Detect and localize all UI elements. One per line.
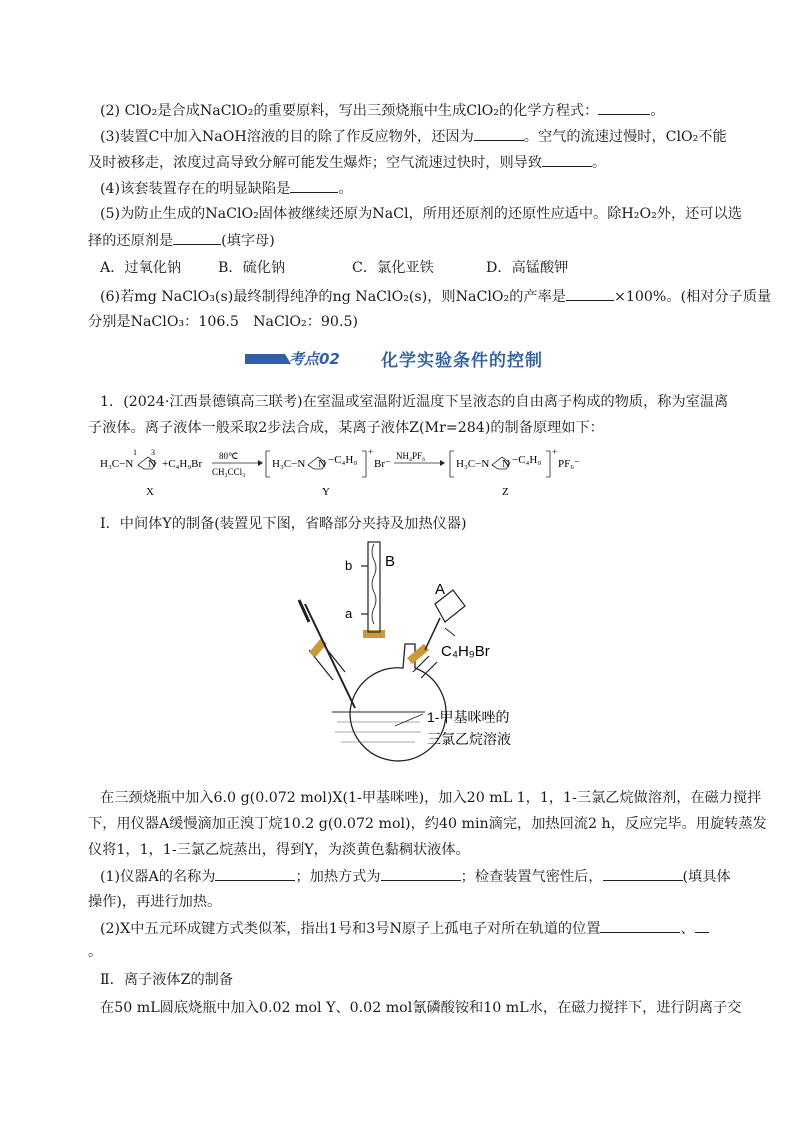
condenser-coil-icon xyxy=(372,544,376,624)
step1-arrowhead-icon xyxy=(258,460,263,466)
label-A: A xyxy=(435,581,446,598)
apparatus-diagram xyxy=(295,532,565,772)
reaction-scheme xyxy=(100,447,700,503)
p2-text-a: 在三颈烧瓶中加入6.0 g(0.072 mol)X(1-甲基咪唑)，加入20 mL 1，1，1-三氯乙烷做溶剂，在磁力搅拌 xyxy=(100,790,762,806)
problem-1-line2 xyxy=(88,418,708,438)
p1-text-a: 1．(2024·江西景德镇高三联考)在室温或室温附近温度下呈液态的自由离子构成的物质，称为室温离 xyxy=(100,394,729,410)
answer-blank[interactable] xyxy=(598,100,650,115)
label-a: a xyxy=(345,606,353,621)
y-chain: −C₄H₉ xyxy=(328,454,358,466)
pointer-line-icon xyxy=(445,628,455,636)
step2-reagent: NH₄PF₆ xyxy=(396,451,426,461)
q4-text: (4)该套装置存在的明显缺陷是 xyxy=(100,181,291,197)
label-B: B xyxy=(385,553,396,570)
option-b[interactable]: B．硫化钠 xyxy=(218,260,286,276)
sub-question-1-line1 xyxy=(100,866,731,887)
procedure-line2 xyxy=(88,814,767,834)
label-y: Y xyxy=(322,486,330,498)
q4-end: 。 xyxy=(338,181,353,197)
answer-blank[interactable] xyxy=(542,152,592,167)
q3-text-d: 。 xyxy=(592,155,607,171)
x-n3: N xyxy=(148,458,156,470)
z-bracket-left-icon xyxy=(450,451,454,477)
apparatus-svg xyxy=(295,532,565,772)
z-chain: −C₄H₉ xyxy=(512,454,542,466)
z-bracket-right-icon xyxy=(546,451,550,477)
part1-text: Ⅰ．中间体Y的制备(装置见下图，省略部分夹持及加热仪器) xyxy=(100,516,467,532)
y-bracket-right-icon xyxy=(362,451,366,477)
reaction-scheme-svg xyxy=(100,447,700,503)
label-z: Z xyxy=(502,486,509,498)
q6-text-a: (6)若mg NaClO₃(s)最终制得纯净的ng NaClO₂(s)，则NaClO₂的产率是 xyxy=(100,289,566,305)
p2-text-b: 下，用仪器A缓慢滴加正溴丁烷10.2 g(0.072 mol)，约40 min滴完，加热回流2 h，反应完毕。用旋转蒸发 xyxy=(88,816,767,832)
procedure-line1 xyxy=(100,788,762,808)
options-row xyxy=(100,258,720,278)
x-plus-reagent: +C₄H₉Br xyxy=(162,458,203,470)
answer-blank[interactable] xyxy=(695,918,709,933)
section-tag: 考点02 xyxy=(289,350,340,368)
part2-text: Ⅱ．离子液体Z的制备 xyxy=(100,972,234,988)
problem-1-line1 xyxy=(100,392,729,412)
z-n3: N xyxy=(502,458,510,470)
section-title: 化学实验条件的控制 xyxy=(381,351,543,371)
question-3-line1 xyxy=(100,126,727,147)
label-c4h9br: C₄H₉Br xyxy=(441,643,490,660)
s2-text-b: 、 xyxy=(680,921,695,937)
q6-text-c: 分别是NaClO₃：106.5 NaClO₂：90.5) xyxy=(88,314,359,330)
label-b: b xyxy=(345,558,353,573)
question-5-line2 xyxy=(88,230,708,251)
condenser-icon xyxy=(368,542,380,632)
question-2 xyxy=(100,100,720,121)
sub-question-1-line2 xyxy=(88,892,708,912)
section-bar-icon xyxy=(245,354,291,364)
q5-text-a: (5)为防止生成的NaClO₂固体被继续还原为NaCl，所用还原剂的还原性应适中。除H₂O₂外，还可以选 xyxy=(100,206,742,222)
solution-pointer-icon xyxy=(395,714,423,726)
q3-text-b: 。空气的流速过慢时，ClO₂不能 xyxy=(523,129,727,145)
answer-blank[interactable] xyxy=(173,230,221,245)
answer-blank[interactable] xyxy=(381,866,461,881)
p1-text-b: 子液体。离子液体一般采取2步法合成，某离子液体Z(Mr=284)的制备原理如下： xyxy=(88,420,604,436)
liquid-hatch-icon xyxy=(335,722,421,742)
y-bracket-left-icon xyxy=(266,451,270,477)
left-stopper-icon xyxy=(309,639,327,658)
question-6-line1 xyxy=(100,286,772,307)
label-x: X xyxy=(146,486,154,498)
x-n1-label: 1 xyxy=(133,448,137,457)
s2-text-c: 。 xyxy=(88,944,103,960)
x-methyl: H₃C−N xyxy=(100,458,134,470)
sub-question-2-line2 xyxy=(88,942,708,962)
question-5-line1 xyxy=(100,204,742,224)
y-methyl: H₃C−N xyxy=(272,458,306,470)
step1-condition-top: 80℃ xyxy=(219,451,239,461)
option-a[interactable]: A．过氧化钠 xyxy=(100,260,182,276)
z-plus-charge: + xyxy=(552,447,558,457)
answer-blank[interactable] xyxy=(474,126,524,141)
q2-end: 。 xyxy=(650,103,665,119)
question-6-line2 xyxy=(88,312,708,332)
label-solution-1: 1-甲基咪唑的 xyxy=(427,709,510,725)
sub-question-2-line1 xyxy=(100,918,720,939)
answer-blank[interactable] xyxy=(290,178,338,193)
s1-text-e: 操作)，再进行加热。 xyxy=(88,894,222,910)
x-n3-label: 3 xyxy=(151,448,155,457)
step2-arrowhead-icon xyxy=(440,460,445,466)
s1-text-d: (填具体 xyxy=(682,869,731,885)
part-2-heading xyxy=(100,970,720,990)
q5-text-c: (填字母) xyxy=(221,233,275,249)
center-stopper-icon xyxy=(363,630,385,638)
step1-condition-bottom: CH₃CCl₃ xyxy=(212,467,246,477)
answer-blank[interactable] xyxy=(600,918,680,933)
question-4 xyxy=(100,178,720,199)
q6-text-b: ×100%。(相对分子质量 xyxy=(613,289,772,305)
s1-text-a: (1)仪器A的名称为 xyxy=(100,869,216,885)
q3-text-a: (3)装置C中加入NaOH溶液的目的除了作反应物外，还因为 xyxy=(100,129,474,145)
procedure-line3 xyxy=(88,840,708,860)
y-n3: N xyxy=(318,458,326,470)
answer-blank[interactable] xyxy=(603,866,683,881)
s2-text-a: (2)X中五元环成键方式类似苯，指出1号和3号N原子上孤电子对所在轨道的位置 xyxy=(100,921,601,937)
label-solution-2: 三氯乙烷溶液 xyxy=(427,731,511,747)
funnel-stem-icon xyxy=(425,618,440,650)
part-1-heading xyxy=(100,514,720,534)
z-methyl: H₃C−N xyxy=(456,458,490,470)
option-d[interactable]: D．高锰酸钾 xyxy=(486,260,569,276)
p3-text: 在50 mL圆底烧瓶中加入0.02 mol Y、0.02 mol氰磷酸铵和10 mL水，在磁力搅拌下，进行阴离子交 xyxy=(100,1000,742,1016)
answer-blank[interactable] xyxy=(566,286,614,301)
section-header xyxy=(245,344,565,370)
part-2-procedure xyxy=(100,998,742,1018)
question-3-line2 xyxy=(88,152,708,173)
y-anion: Br⁻ xyxy=(374,458,391,470)
option-c[interactable]: C．氯化亚铁 xyxy=(352,260,434,276)
q2-text: (2) ClO₂是合成NaClO₂的重要原料，写出三颈烧瓶中生成ClO₂的化学方程式： xyxy=(100,103,599,119)
y-plus-charge: + xyxy=(368,447,374,457)
s1-text-b: ；加热方式为 xyxy=(295,869,381,885)
answer-blank[interactable] xyxy=(215,866,295,881)
z-anion: PF₆⁻ xyxy=(558,458,580,470)
q5-text-b: 择的还原剂是 xyxy=(88,233,174,249)
p2-text-c: 仪将1，1，1-三氯乙烷蒸出，得到Y，为淡黄色黏稠状液体。 xyxy=(88,842,470,858)
q3-text-c: 及时被移走，浓度过高导致分解可能发生爆炸；空气流速过快时，则导致 xyxy=(88,155,543,171)
s1-text-c: ；检查装置气密性后， xyxy=(460,869,603,885)
